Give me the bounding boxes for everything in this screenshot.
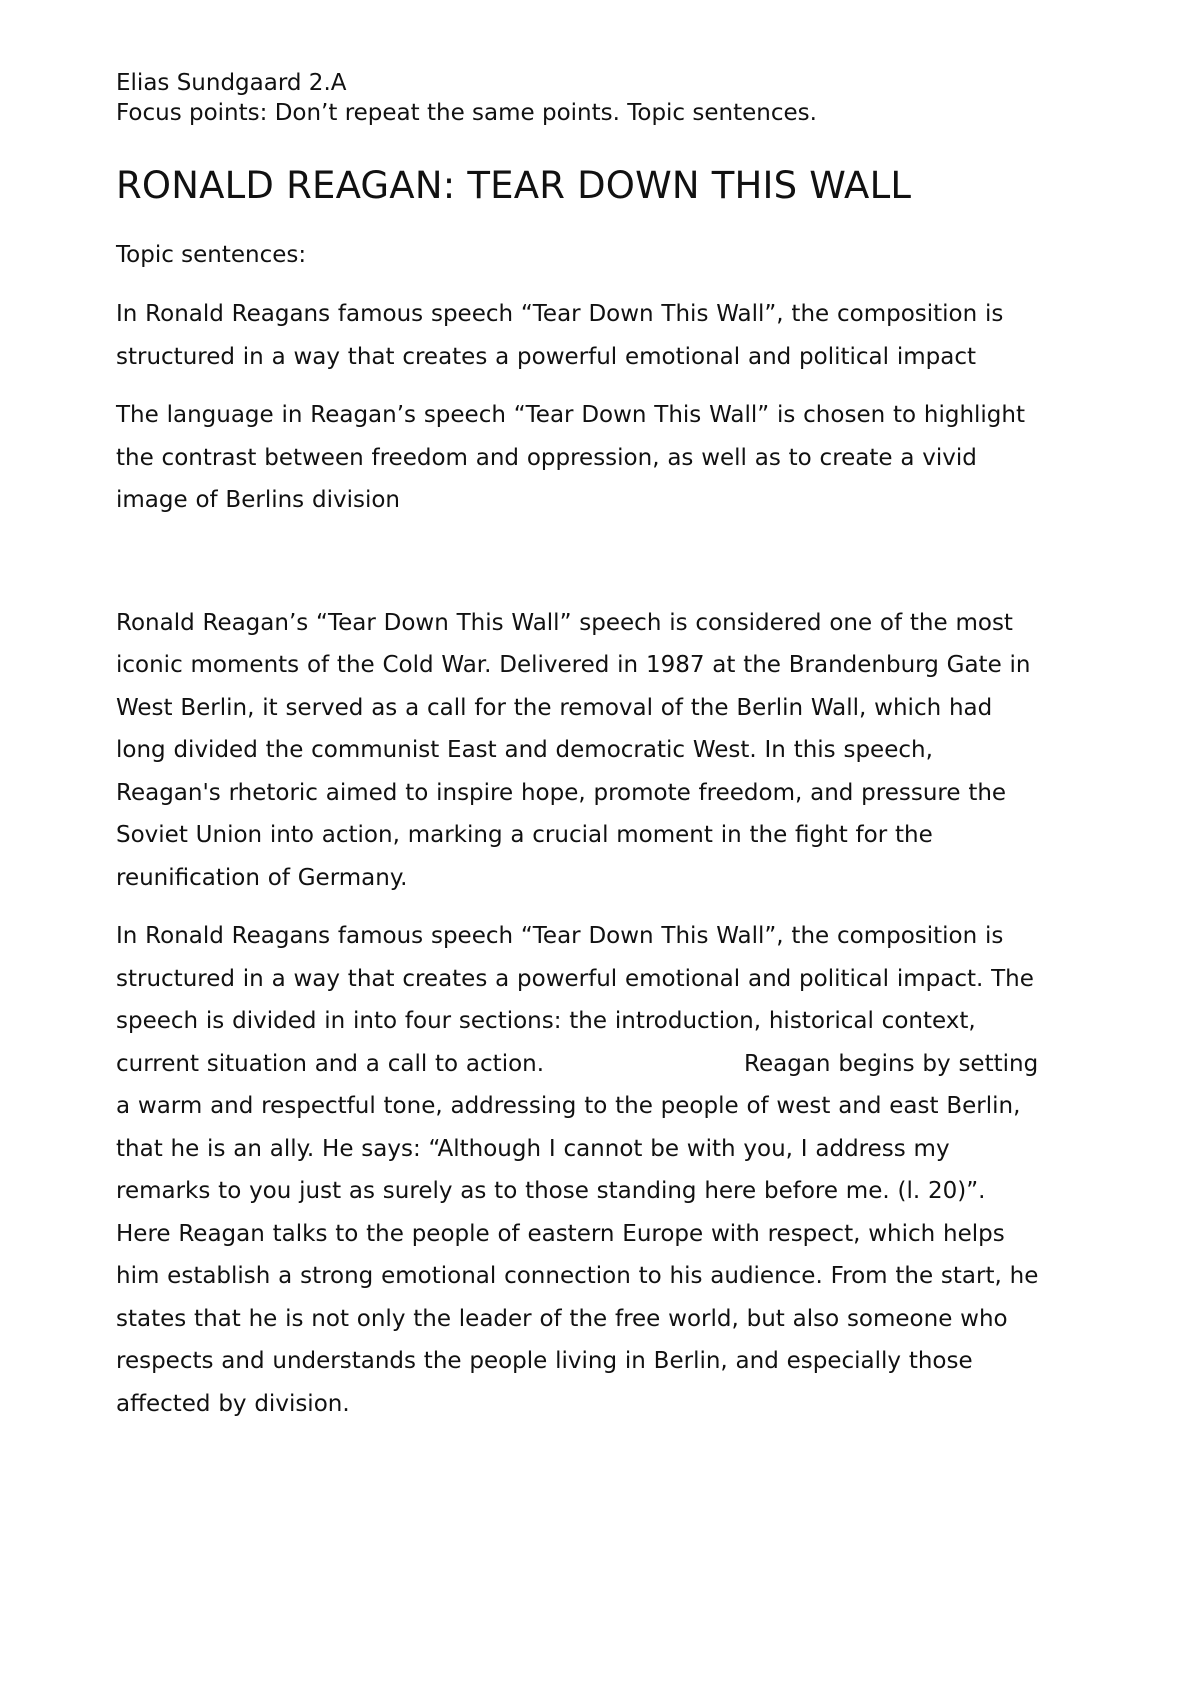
text-line: image of Berlins division	[116, 487, 400, 513]
topic-sentence-2	[116, 394, 1096, 522]
intro-paragraph	[116, 602, 1096, 900]
text-line: structured in a way that creates a powerful emotional and political impact. The	[116, 965, 1034, 992]
text-line: Ronald Reagan’s “Tear Down This Wall” speech is considered one of the most	[116, 609, 1013, 636]
document-title: RONALD REAGAN: TEAR DOWN THIS WALL	[116, 164, 912, 207]
text-line: him establish a strong emotional connection to his audience. From the start, he	[116, 1263, 1039, 1289]
text-line: reunification of Germany.	[116, 864, 408, 891]
text-line: speech is divided in into four sections: the introduction, historical context,	[116, 1008, 976, 1034]
topic-sentences-label: Topic sentences:	[116, 242, 307, 268]
text-line: iconic moments of the Cold War. Delivered in 1987 at the Brandenburg Gate in	[116, 652, 1031, 678]
text-line: structured in a way that creates a powerful emotional and political impact	[116, 343, 977, 370]
author-line: Elias Sundgaard 2.A	[116, 70, 347, 96]
text-line: Reagan's rhetoric aimed to inspire hope, promote freedom, and pressure the	[116, 779, 1007, 806]
text-line: West Berlin, it served as a call for the removal of the Berlin Wall, which had	[116, 694, 993, 721]
text-line: affected by division.	[116, 1390, 350, 1417]
text-line: respects and understands the people living in Berlin, and especially those	[116, 1348, 973, 1374]
text-line: long divided the communist East and democratic West. In this speech,	[116, 737, 933, 763]
text-line: remarks to you just as surely as to those standing here before me. (l. 20)”.	[116, 1178, 986, 1204]
text-line: Soviet Union into action, marking a crucial moment in the fight for the	[116, 822, 933, 848]
text-line: the contrast between freedom and oppression, as well as to create a vivid	[116, 444, 977, 471]
body-paragraph	[116, 915, 1096, 1425]
split-line-left: current situation and a call to action.	[116, 1050, 545, 1077]
text-line: The language in Reagan’s speech “Tear Down This Wall” is chosen to highlight	[116, 402, 1025, 428]
text-line: states that he is not only the leader of the free world, but also someone who	[116, 1305, 1008, 1332]
split-text-line	[116, 1043, 1096, 1086]
text-line: that he is an ally. He says: “Although I cannot be with you, I address my	[116, 1135, 950, 1162]
text-line: a warm and respectful tone, addressing to the people of west and east Berlin,	[116, 1093, 1021, 1119]
text-line: In Ronald Reagans famous speech “Tear Down This Wall”, the composition is	[116, 923, 1004, 949]
document-body	[116, 68, 1096, 1425]
text-line: Here Reagan talks to the people of eastern Europe with respect, which helps	[116, 1220, 1005, 1247]
split-line-right: Reagan begins by setting	[744, 1050, 1039, 1077]
topic-sentence-1	[116, 293, 1096, 378]
focus-points-line: Focus points: Don’t repeat the same points. Topic sentences.	[116, 100, 817, 126]
text-line: In Ronald Reagans famous speech “Tear Down This Wall”, the composition is	[116, 301, 1004, 327]
